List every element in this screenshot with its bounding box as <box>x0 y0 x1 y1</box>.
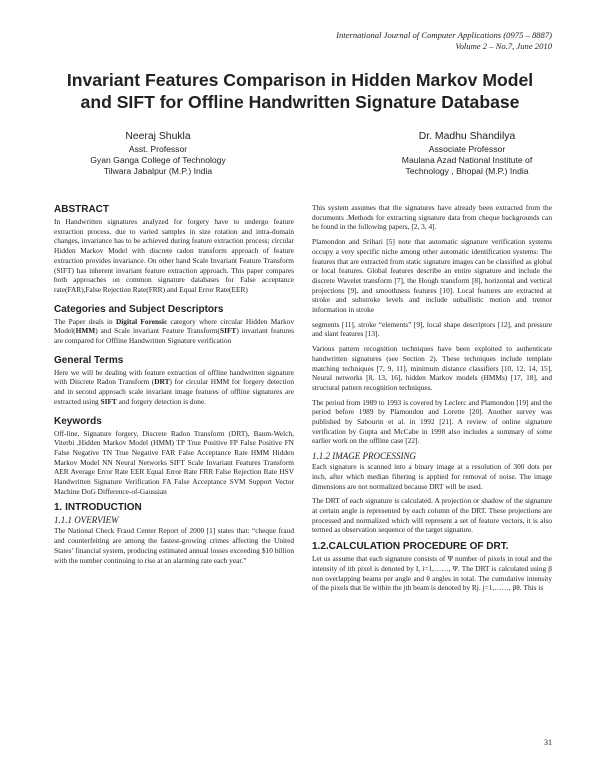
paragraph-8: Let us assume that each signature consists of Ψ number of pixels in total and the intensity of ith pixel is denoted by I, i=1,……, Ψ. The DRT is calculated using β non overlapping beams per angle and θ angles in total. The cumulative intensity of the pixels that lie within the jth beam is denoted by Rj. j=1,……, βθ. This is <box>312 554 552 593</box>
keywords-text: Off-line, Signature forgery, Discrete Radon Transform (DRT), Baum-Welch, Viterbi ,Hidden Markov Model (HMM) TP True Positive FP False Positive FN False Negative TN True Negative FAR False Acceptance Rate HMM Hidden Markov Model NN Neural Networks SIFT Scale Invariant Features Transform AER Average Error Rate EER Equal Error Rate FRR False Rejection Rate HSV Handwritten Signature Verification FA False Acceptance SVM Support Vector Machine DoG Difference-of-Gaussian <box>54 428 294 496</box>
author-2-location: Technology , Bhopal (M.P.) India <box>405 166 529 176</box>
image-processing-heading: 1.1.2 IMAGE PROCESSING <box>312 451 416 462</box>
general-terms-text: Here we will be dealing with feature extraction of offline handwritten signature with Discrete Radon Transform (DRT) for circular HMM for forgery detection and in second approach scale invariant image features of offline signatures are extracted using SIFT and forgery detection is done. <box>54 367 294 406</box>
paragraph-2: Plamondon and Srihari [5] note that automatic signature verification systems occupy a very specific niche among other automatic identification systems: The features that are extracted from static signature images can be classified as global or local features. Global features describe an entire signature and include the discrete Wavelet transform [7], the Hough transform [8], horizontal and vertical projections [9], and smoothness features [10]. Local features are extracted at stroke and substroke levels and include unballistic motion and tremor information in stroke <box>312 237 552 315</box>
right-column <box>312 203 552 598</box>
categories-heading: Categories and Subject Descriptors <box>54 303 224 315</box>
page-number: 31 <box>544 738 552 747</box>
paragraph-4: Various pattern recognition techniques have been exploited to authenticate handwritten signatures (see Section 2). These techniques include template matching techniques [7, 9, 11], minimum distance classifiers [10, 12, 14, 15], Neural networks [8, 13, 16], hidden Markov models (HMMs) [17, 18], and structural pattern recognition techniques. <box>312 344 552 392</box>
author-2-name: Dr. Madhu Shandilya <box>418 131 516 142</box>
author-1-affiliation: Gyan Ganga College of Technology <box>90 155 226 165</box>
author-1-name: Neeraj Shukla <box>125 131 191 142</box>
paragraph-6: Each signature is scanned into a binary image at a resolution of 300 dots per inch, after which median filtering is applied for removal of noise. The image dimensions are not normalized because DRT will be used. <box>312 462 552 491</box>
author-1-location: Tilwara Jabalpur (M.P.) India <box>103 166 213 176</box>
introduction-heading: 1. INTRODUCTION <box>54 502 142 514</box>
abstract-heading: ABSTRACT <box>54 204 109 215</box>
paragraph-3: segments [11], stroke “elements” [9], local shape descriptors [12], and pressure and slant features [13]. <box>312 319 552 339</box>
title-line-1: Invariant Features Comparison in Hidden Markov Model <box>66 70 534 90</box>
calculation-heading: 1.2.CALCULATION PROCEDURE OF DRT. <box>312 541 509 553</box>
author-1-position: Asst. Professor <box>128 144 188 154</box>
paragraph-7: The DRT of each signature is calculated. A projection or shadow of the signature at certain angle is represented by each column of the DRT. These projections are processed and normalized which will represent a set of feature vectors, it is also termed as observation sequence of the target signature. <box>312 496 552 535</box>
author-2-affiliation: Maulana Azad National Institute of <box>401 155 533 165</box>
overview-heading: 1.1.1 OVERVIEW <box>54 515 119 526</box>
title-line-2: and SIFT for Offline Handwritten Signature Database <box>80 92 520 112</box>
journal-volume: Volume 2 – No.7, June 2010 <box>455 41 552 51</box>
author-2-position: Associate Professor <box>428 144 506 154</box>
author-2 <box>372 130 562 177</box>
paragraph-5: The period from 1989 to 1993 is covered by Leclerc and Plamondon [19] and the period before 1989 by Plamondon and Lorette [20]. Another survey was published by Sabourin et al. in 1992 [21]. A review of online signature verification by Gupta and McCabe in 1998 also includes a summary of some earlier work on the offline case [22]. <box>312 397 552 446</box>
overview-text: The National Check Fraud Center Report of 2000 [1] states that: “cheque fraud and counterfeiting are among the fastest-growing crimes affecting the United States’ financial system, producing estimated annual losses exceeding $10 billion with the number continuing to rise at an alarming rate each year.” <box>54 526 294 565</box>
general-terms-heading: General Terms <box>54 354 124 366</box>
journal-name: International Journal of Computer Applications (0975 – 8887) <box>336 30 552 40</box>
keywords-heading: Keywords <box>54 415 102 427</box>
categories-text: The Paper deals in Digital Forensic category where circular Hidden Markov Model(HMM) and Scale invariant Feature Transform(SIFT) invariant features are compared for Offline Handwritten Signature verification <box>54 316 294 346</box>
left-column <box>54 203 294 570</box>
author-1 <box>68 130 248 177</box>
abstract-text: In Handwritten signatures analyzed for forgery have to undergo feature extraction process, due to varied samples in size rotation and intra-domain changes, invariance has to be achieved during feature extraction process; circular Hidden Markov Model with discrete radon transform approach of feature extraction provides invariance. On other hand Scale Invariant Feature Transform (SIFT) has inherent invariant feature extraction approach. This paper compares both approaches on common signature databases for False acceptance rate(FAR),False Rejection Rate(FRR) and Equal Error Rate(EER) <box>54 217 294 294</box>
paragraph-1: This system assumes that the signatures have already been extracted from the documents .Methods for extracting signature data from cheque backgrounds can be found in the following papers, [2, 3, 4]. <box>312 203 552 232</box>
journal-header <box>336 30 552 52</box>
paper-title <box>40 69 560 113</box>
